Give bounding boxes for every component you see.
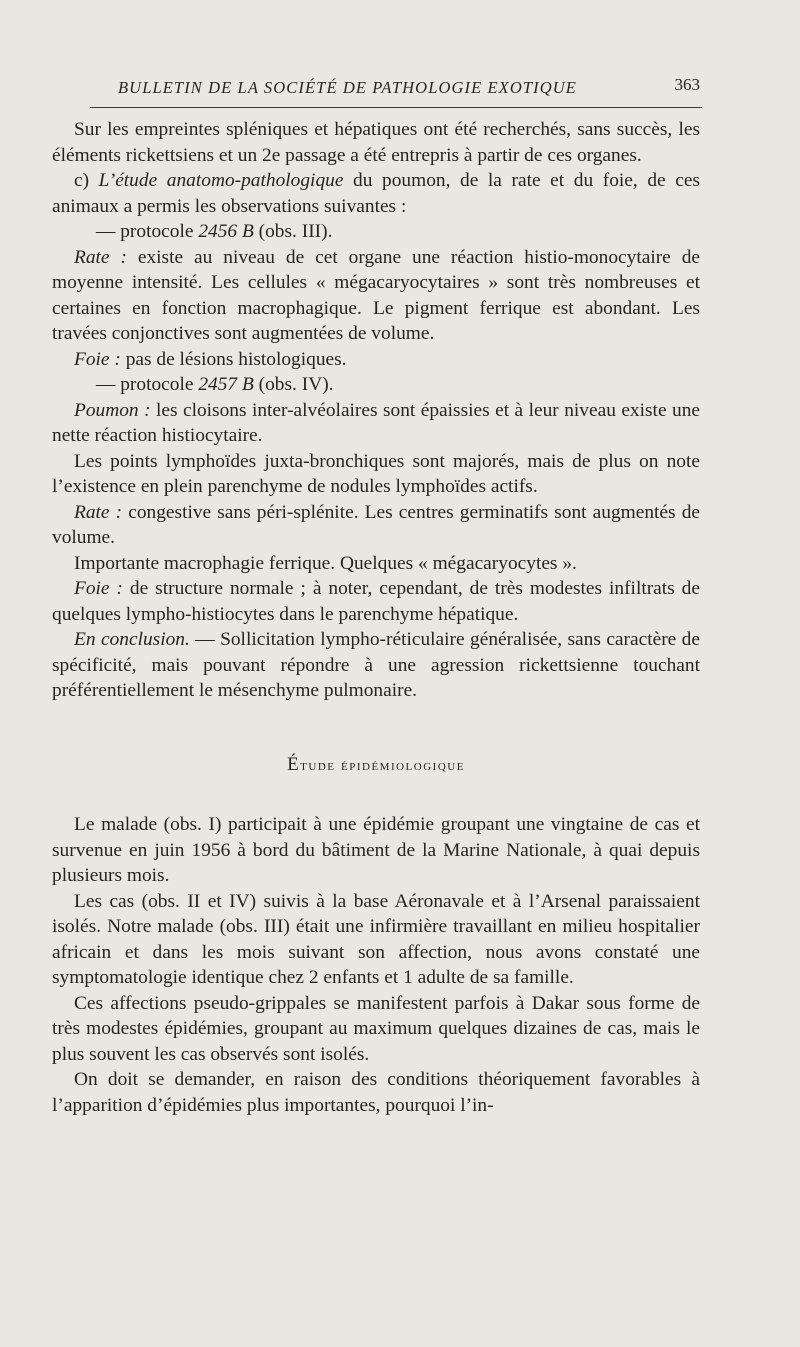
paragraph-text: — Sollicitation lympho-réticulaire généralisée, sans caractère de spécificité, mais pouvant répondre à une agression rickettsienne touchant préférentiellement le mésenchyme pulmonaire.	[52, 629, 700, 701]
organ-label: Rate :	[74, 501, 123, 523]
protocol-line	[52, 372, 700, 398]
organ-label: Foie :	[74, 578, 123, 599]
paragraph-text: Importante macrophagie ferrique. Quelques « mégacaryocytes ».	[74, 552, 577, 574]
paragraph	[52, 398, 700, 449]
page-number: 363	[674, 75, 700, 94]
paragraph-text: Le malade (obs. I) participait à une épidémie groupant une vingtaine de cas et survenue en juin 1956 à bord du bâtiment de la Marine Nationale, à quai depuis plusieurs mois.	[52, 814, 700, 886]
protocol-number: 2457 B	[198, 374, 254, 395]
paragraph-text: pas de lésions histologiques.	[120, 348, 347, 370]
organ-label: Foie :	[74, 348, 121, 370]
paragraph	[52, 500, 700, 551]
paragraph	[52, 449, 700, 500]
paragraph-text: de structure normale ; à noter, cependant, de très modestes infiltrats de quelques lympho-histiocytes dans le parenchyme hépatique.	[52, 578, 700, 625]
organ-label: Poumon :	[74, 399, 151, 421]
heading-initial: É	[287, 753, 301, 775]
paragraph-text: — protocole	[96, 374, 199, 395]
paragraph	[52, 627, 700, 704]
paragraph	[52, 812, 700, 889]
conclusion-label: En conclusion.	[74, 629, 190, 650]
paragraph	[52, 347, 700, 373]
paragraph-text: les cloisons inter-alvéolaires sont épaissies et à leur niveau existe une nette réaction histiocytaire.	[52, 399, 700, 446]
italic-heading: L’étude anatomo-pathologique	[98, 170, 344, 191]
paragraph	[52, 551, 700, 577]
paragraph-text: c)	[74, 170, 99, 191]
paragraph	[52, 168, 700, 219]
protocol-number: 2456 B	[198, 221, 254, 242]
paragraph	[52, 117, 700, 168]
header-rule	[90, 107, 702, 108]
paragraph-text: congestive sans péri-splénite. Les centres germinatifs sont augmentés de volume.	[52, 501, 700, 548]
body-text	[52, 117, 700, 1118]
paragraph-text: Ces affections pseudo-grippales se manifestent parfois à Dakar sous forme de très modestes épidémies, groupant au maximum quelques dizaines de cas, mais le plus souvent les cas observés sont isolés.	[52, 992, 700, 1065]
section-heading	[52, 752, 700, 779]
heading-text: tude épidémiologique	[300, 756, 465, 774]
paragraph	[52, 1067, 700, 1118]
paragraph-text: du poumon, de la rate et du foie, de ces animaux a permis les observations suivantes :	[52, 170, 700, 217]
paragraph-text: Les cas (obs. II et IV) suivis à la base Aéronavale et à l’Arsenal paraissaient isolés. Notre malade (obs. III) était une infirmière travaillant en milieu hospitalier africain et dans les mois suivant son affection, nous avons constaté une symptomatologie identique chez 2 enfants et 1 adulte de sa famille.	[52, 890, 700, 988]
running-header	[118, 75, 700, 106]
protocol-line	[52, 219, 700, 245]
paragraph-text: On doit se demander, en raison des conditions théoriquement favorables à l’apparition d’épidémies plus importantes, pourquoi l’in-	[52, 1069, 700, 1116]
paragraph	[52, 245, 700, 347]
paragraph-text: — protocole	[96, 221, 199, 242]
journal-title: BULLETIN DE LA SOCIÉTÉ DE PATHOLOGIE EXOTIQUE	[118, 78, 577, 97]
paragraph-text: Les points lymphoïdes juxta-bronchiques sont majorés, mais de plus on note l’existence en plein parenchyme de nodules lymphoïdes actifs.	[52, 450, 700, 497]
paragraph	[52, 576, 700, 627]
paragraph-text: Sur les empreintes spléniques et hépatiques ont été recherchés, sans succès, les éléments rickettsiens et un 2e passage a été entrepris à partir de ces organes.	[52, 119, 700, 166]
paragraph	[52, 889, 700, 991]
paragraph-text: (obs. III).	[253, 221, 333, 242]
organ-label: Rate :	[74, 246, 127, 268]
paragraph	[52, 991, 700, 1068]
paragraph-text: (obs. IV).	[253, 374, 334, 395]
paragraph-text: existe au niveau de cet organe une réaction histio-monocytaire de moyenne intensité. Les cellules « mégacaryocytaires » sont très nombreuses et certaines en fonction macrophagique. Le pigment ferrique est abondant. Les travées conjonctives sont augmentées de volume.	[52, 246, 701, 344]
